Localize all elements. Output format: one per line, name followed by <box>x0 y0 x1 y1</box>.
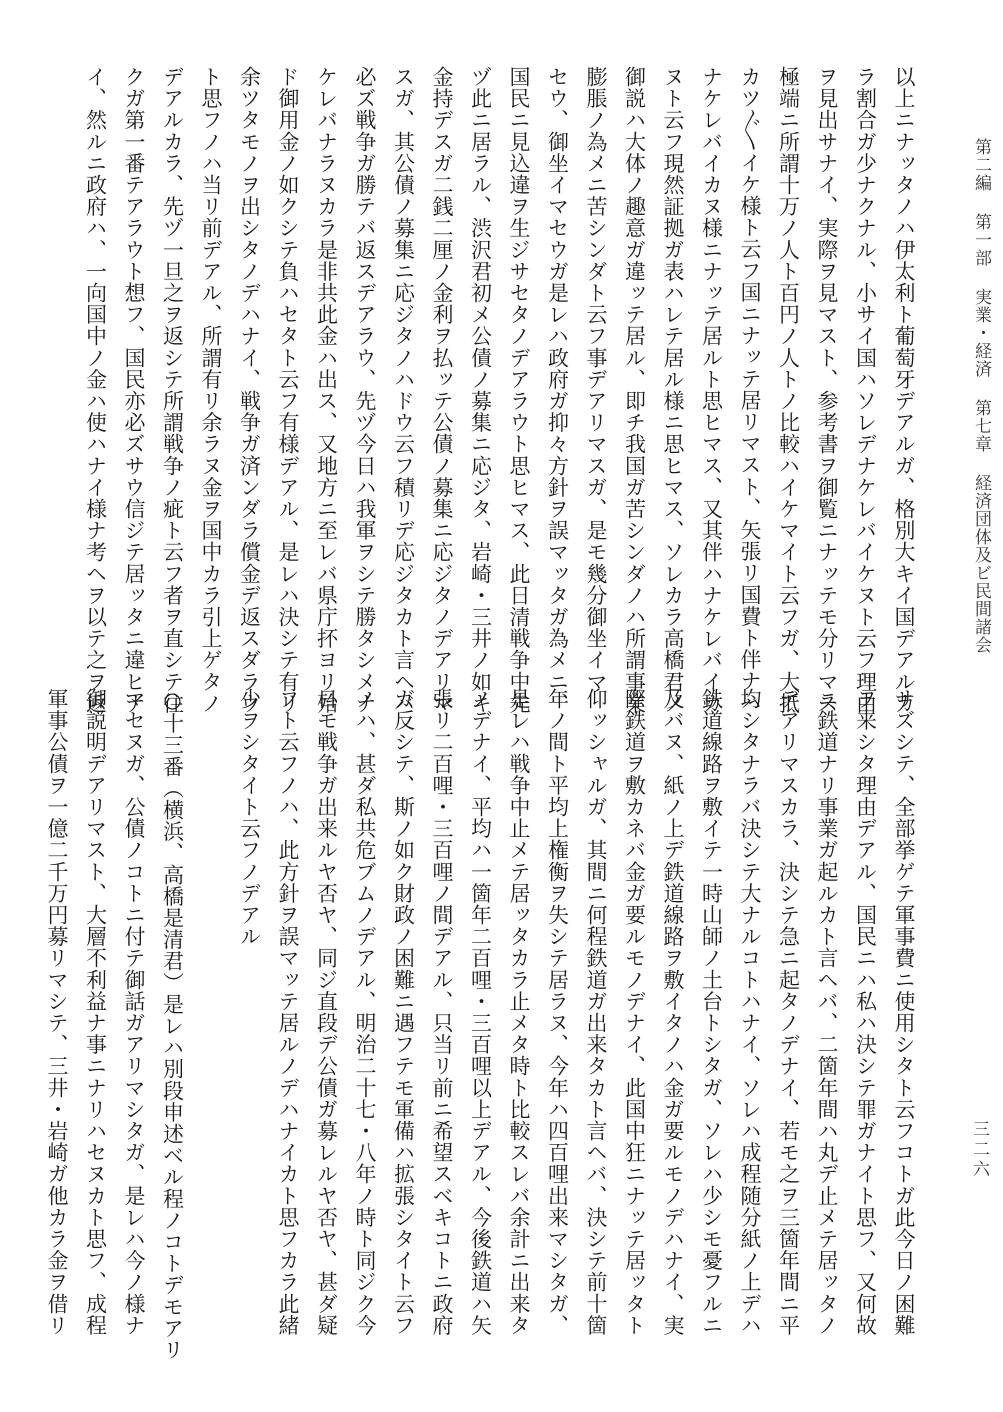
text-line: クガ第一番テアラウト想フ、国民亦必ズサウ信ジテ居ッタニ違ヒナ <box>122 66 146 714</box>
text-line: ト思フノハ当リ前デアル、所謂有リ余ラヌ金ヲ国中カラ引上ゲタノ <box>199 66 223 714</box>
text-line <box>192 688 231 1298</box>
text-line: ○十三番（横浜、高橋是清君）是レハ別段申述ベル程ノコトデモアリ <box>160 688 185 1361</box>
text-line: ヌト云フ現然証拠ガ表ハレテ居ル様ニ思ヒマス、ソレカラ高橋君ノ <box>661 66 685 714</box>
text-line: 余ツタモノヲ出シタノデハナイ、戦争ガ済ンダラ償金デ返スダラウ <box>237 66 262 714</box>
text-line: 均シタナラバ決シテ大ナルコトハナイ、ソレハ成程随分紙ノ上デハ <box>738 688 762 1336</box>
text-line: セウ、御坐イマセウガ是レハ政府ガ抑々方針ヲ誤マッタガ為メニ、 <box>545 66 570 714</box>
text-line: 膨脹ノ為メニ苦シンダト云フ事デアリマスガ、是モ幾分御坐イマ <box>584 66 608 693</box>
text-line: ニ鉄道ナリ事業ガ起ルカト言ヘバ、二箇年間ハ丸デ止メテ居ッタノ <box>815 688 839 1336</box>
text-line: 是レハ戦争中止メテ居ッタカラ止メタ時ト比較スレバ余計ニ出来タ <box>507 688 531 1336</box>
text-line: ヲ来シタ理由デアル、国民ニハ私ハ決シテ罪ガナイト思フ、又何故 <box>853 688 878 1336</box>
text-line: 張リ二百哩・三百哩ノ間デアル、只当リ前ニ希望スベキコトニ政府 <box>430 688 454 1336</box>
text-line: マセヌガ、公債ノコトニ付テ御話ガアリマシタガ、是レハ今ノ様ナ <box>122 688 146 1336</box>
text-line: 仰ッシャルガ、其間ニ何程鉄道ガ出来タカト言ヘバ、決シテ前十箇 <box>584 688 608 1336</box>
page-number: 三二六 <box>969 1120 989 1180</box>
text-line: カツ〲イケ様ト云フ国ニナッテ居リマスト、矢張リ国費ト伴ナハ <box>738 66 762 714</box>
text-line: サズシテ、全部挙ゲテ軍事費ニ使用シタト云フコトガ此今日ノ困難 <box>892 688 916 1336</box>
text-line: ヅ此ニ居ラル、渋沢君初メ公債ノ募集ニ応ジタ、岩崎・三井ノ如キ <box>468 66 493 714</box>
text-line: 及バヌ、紙ノ上デ鉄道線路ヲ敷イタノハ金ガ要ルモノデハナイ、実 <box>661 688 685 1336</box>
text-line: 際鉄道ヲ敷カネバ金ガ要ルモノデナイ、此国中狂ニナッテ居ッタト <box>622 688 647 1336</box>
running-head: 第二編 第一部 実業・経済 第七章 経済団体及ビ民間諸会 <box>971 138 991 654</box>
text-line: 金持デスガ二銭二厘ノ金利ヲ払ッテ公債ノ募集ニ応ジタノデアリマ <box>430 66 454 714</box>
text-line: 日モ戦争ガ出来ルヤ否ヤ、同ジ直段デ公債ガ募レルヤ否ヤ、甚ダ疑 <box>314 688 339 1336</box>
text-line: 軍事公債ヲ一億二千万円募リマシテ、三井・岩崎ガ他カラ金ヲ借リ <box>45 688 69 1336</box>
text-line: ラ割合ガ少ナクナル、小サイ国ハソレデナケレバイケヌト云フ理由 <box>853 66 878 714</box>
text-line: 少ヲシタイト云フノデアル <box>237 688 262 948</box>
lower-text-block <box>38 688 924 1361</box>
text-line: ノハ、甚ダ私共危ブムノデアル、明治二十七・八年ノ時ト同ジク今 <box>353 688 377 1336</box>
text-line: ガ反シテ、斯ノ如ク財政ノ困難ニ遇フテモ軍備ハ拡張シタイト云フ <box>391 688 416 1336</box>
text-line: デアルカラ、先ヅ一旦之ヲ返シテ所謂戦争ノ疵ト云フ者ヲ直シテ往 <box>160 66 185 714</box>
text-line: イ、然ルニ政府ハ、一向国中ノ金ハ使ハナイ様ナ考ヘヲ以テ之ヲ返 <box>83 66 108 714</box>
text-line: ド御用金ノ如クシテ負ハセタト云フ有様デアル、是レハ決シテ有リ <box>276 66 300 714</box>
text-line: 年ノ間ト平均上権衡ヲ失シテ居ラヌ、今年ハ四百哩出来マシタガ、 <box>545 688 570 1336</box>
text-line: ケレバナラヌカラ是非共此金ハ出ス、又地方ニ至レバ県庁抔ヨリ殆 <box>314 66 339 714</box>
text-line: スガ、其公債ノ募集ニ応ジタノハドウ云フ積リデ応ジタカト言ヘバ <box>391 66 416 714</box>
upper-text-block <box>76 66 923 714</box>
text-line: ナケレバイカヌ様ニナッテ居ルト思ヒマス、又其伴ハナケレバイカ <box>699 66 724 714</box>
text-line: 極端ニ所謂十万ノ人ト百円ノ人トノ比較ハイケマイト云フガ、大抵 <box>776 66 801 714</box>
text-line: 国民ニ見込違ヲ生ジサセタノデアラウト思ヒマス、此日清戦争中先 <box>507 66 531 714</box>
text-line: 必ズ戦争ガ勝テバ返スデアラウ、先ヅ今日ハ我軍ヲシテ勝タシメナ <box>353 66 377 714</box>
text-line: フト云フノハ、此方針ヲ誤マッテ居ルノデハナイカト思フカラ此緒 <box>276 688 300 1336</box>
text-line: 鉄道線路ヲ敷イテ一時山師ノ土台トシタガ、ソレハ少シモ憂フルニ <box>699 688 724 1336</box>
text-line: ノデナイ、平均ハ一箇年二百哩・三百哩以上デアル、今後鉄道ハ矢 <box>468 688 493 1336</box>
text-line: 御説明デアリマスト、大層不利益ナ事ニナリハセヌカト思フ、成程 <box>83 688 108 1336</box>
text-line: 御説ハ大体ノ趣意ガ違ッテ居ル、即チ我国ガ苦シンダノハ所謂事業 <box>622 66 647 714</box>
text-line: 以上ニナッタノハ伊太利ト葡萄牙デアルガ、格別大キイ国デアルカ <box>892 66 916 714</box>
text-line: ヲ見出サナイ、実際ヲ見マスト、参考書ヲ御覧ニナッテモ分リマス <box>815 66 839 714</box>
text-line: デアリマスカラ、決シテ急ニ起タノデナイ、若モ之ヲ三箇年間ニ平 <box>776 688 801 1336</box>
